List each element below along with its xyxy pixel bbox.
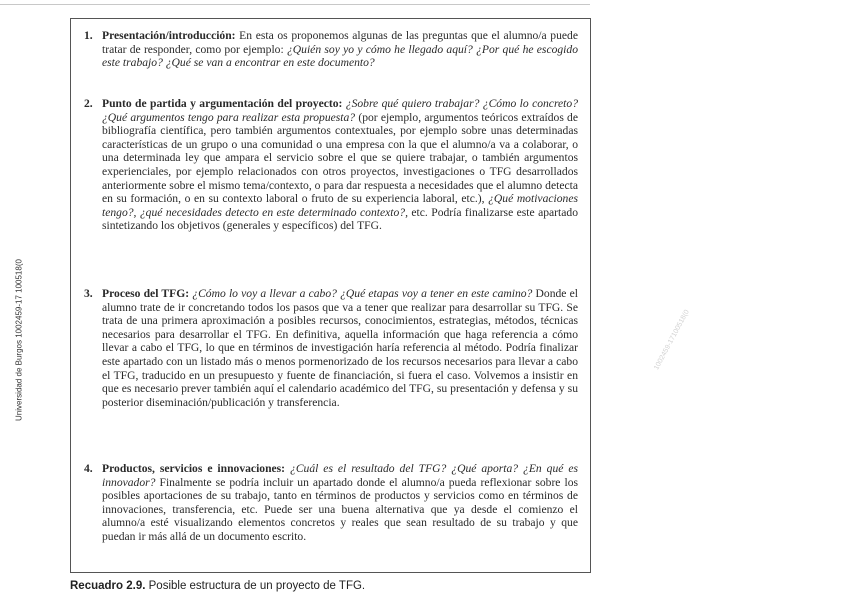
item-question: ¿Quién soy yo y cómo he llegado aquí? ¿Por qué he escogido este trabajo? ¿Qué se van a encontrar en este documento? bbox=[102, 42, 578, 70]
item-title: Proceso del TFG: bbox=[102, 287, 190, 300]
item-number: 3. bbox=[84, 287, 93, 300]
content-box bbox=[70, 18, 591, 573]
item-title: Punto de partida y argumentación del proyecto: bbox=[102, 97, 343, 110]
item-body: Donde el alumno trate de ir concretando todos los pasos que va a tener que realizar para desarrollar su TFG. Se trata de una primera aproximación a posibles recursos, conocimientos, estrategias, métodos, técnicas necesarios para desarrollar el TFG. En definitiva, aquella información que haga referencia a cómo llevar a cabo el TFG, lo que en términos de investigación haría referencia al método. Podría finalizar este apartado con un listado más o menos pormenorizado de los recursos necesarios para llevar a cabo el TFG, traducido en un presupuesto y fuente de financiación, si fuera el caso. Volvemos a insistir en que es necesario prever también aquí el calendario académico del TFG, su presentación y defensa y su posterior diseminación/publicación y transferencia. bbox=[102, 287, 578, 409]
item-body: En esta os proponemos algunas de las preguntas que el alumno/a puede tratar de responder, como por ejemplo: bbox=[102, 29, 578, 56]
side-stamp-text: Universidad de Burgos 1002459-17 100518(0 bbox=[14, 259, 24, 421]
caption-label: Recuadro 2.9. bbox=[70, 580, 146, 592]
item-title: Presentación/introducción: bbox=[102, 29, 236, 42]
page-top-rule bbox=[0, 4, 590, 5]
item-text bbox=[102, 97, 578, 233]
item-number: 4. bbox=[84, 462, 93, 475]
list-item bbox=[84, 29, 578, 70]
item-question: ¿Sobre qué quiero trabajar? ¿Cómo lo concreto? ¿Qué argumentos tengo para realizar esta propuesta? bbox=[102, 97, 578, 124]
watermark-text: 1002459-17100518(0 bbox=[653, 308, 691, 372]
item-body: Finalmente se podría incluir un apartado donde el alumno/a pueda reflexionar sobre los posibles aportaciones de su trabajo, tanto en términos de productos y servicios como en términos de innovaciones, transferencia, etc. Puede ser una buena alternativa que ya desde el comienzo el alumno/a esté visualizando elementos concretos y reales que sean resultado de su trabajo y que puedan ir más allá de un documento escrito. bbox=[102, 475, 578, 543]
item-number: 1. bbox=[84, 29, 93, 42]
item-title: Productos, servicios e innovaciones: bbox=[102, 462, 286, 475]
item-question: ¿Qué motivaciones tengo?, ¿qué necesidades detecto en este determinado contexto?, bbox=[102, 192, 578, 219]
caption-text: Posible estructura de un proyecto de TFG. bbox=[148, 580, 366, 592]
item-text bbox=[102, 29, 578, 70]
item-body: etc. Podría finalizarse este apartado sintetizando los objetivos (generales y específicos) del TFG. bbox=[102, 205, 578, 233]
item-number: 2. bbox=[84, 97, 93, 110]
list-item bbox=[84, 287, 578, 409]
item-text bbox=[102, 287, 578, 409]
item-question: ¿Cuál es el resultado del TFG? ¿Qué aporta? ¿En qué es innovador? bbox=[102, 462, 578, 489]
item-body: (por ejemplo, argumentos teóricos extraídos de bibliografía científica, pero también argumentos contextuales, por ejemplo sobre unas determinadas características de un grupo o una comunidad o una empresa con la que el alumno/a va a colaborar, o una determinada ley que ampara el servicio sobre el que se quiere trabajar, o también argumentos experienciales, por ejemplo relacionados con otros proyectos, investigaciones o TFG desarrollados anteriormente sobre el mismo tema/contexto, o para dar respuesta a necesidades que el alumno detecta en su formación, o en su contexto laboral o fruto de su experiencia laboral, etc.), bbox=[102, 110, 578, 206]
list-item bbox=[84, 462, 578, 544]
figure-caption bbox=[70, 580, 365, 592]
item-text bbox=[102, 462, 578, 544]
item-question: ¿Cómo lo voy a llevar a cabo? ¿Qué etapas voy a tener en este camino? bbox=[192, 287, 533, 300]
list-item bbox=[84, 97, 578, 233]
